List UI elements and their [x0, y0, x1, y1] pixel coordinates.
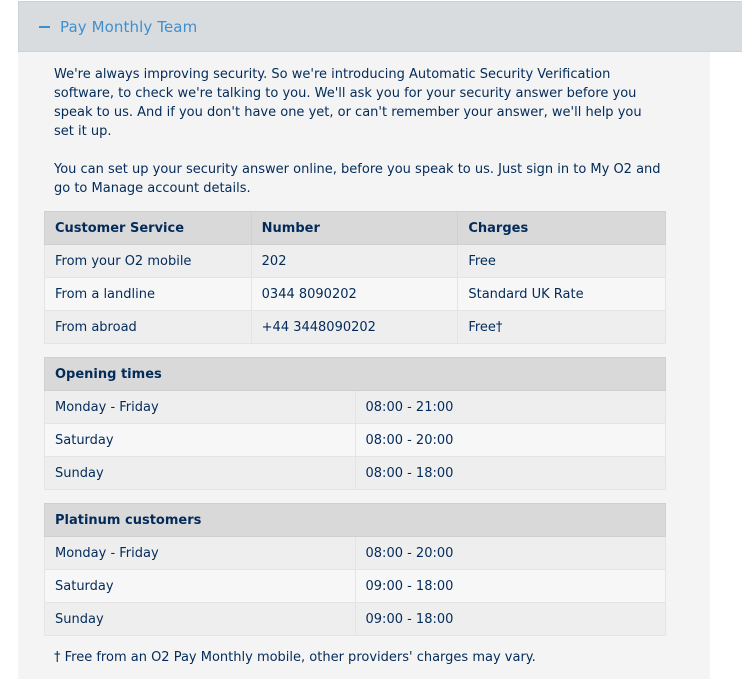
- table-header-row: [45, 358, 666, 391]
- cell-day: Monday - Friday: [45, 391, 356, 424]
- charges-footnote: † Free from an O2 Pay Monthly mobile, other providers' charges may vary.: [54, 650, 536, 665]
- cell-hours: 08:00 - 20:00: [355, 537, 665, 570]
- cell-charge: Free†: [458, 311, 666, 344]
- cell-day: Saturday: [45, 424, 356, 457]
- cell-day: Sunday: [45, 457, 356, 490]
- platinum-customers-table: [44, 503, 666, 636]
- cell-hours: 08:00 - 18:00: [355, 457, 665, 490]
- cell-source: From a landline: [45, 278, 252, 311]
- table-row: [45, 278, 666, 311]
- cell-charge: Free: [458, 245, 666, 278]
- cell-day: Monday - Friday: [45, 537, 356, 570]
- table-row: [45, 245, 666, 278]
- cell-hours: 09:00 - 18:00: [355, 570, 665, 603]
- accordion-header-pay-monthly-team[interactable]: [18, 1, 742, 52]
- security-intro-paragraph: We're always improving security. So we're introducing Automatic Security Verification software, to check we're talking to you. We'll ask you for your security answer before you speak to us. And if you don't have one yet, or can't remember your answer, we'll help you set it up.: [54, 67, 642, 139]
- cell-hours: 09:00 - 18:00: [355, 603, 665, 636]
- column-header-charges: Charges: [458, 212, 666, 245]
- cell-charge: Standard UK Rate: [458, 278, 666, 311]
- accordion-panel: [18, 1, 742, 679]
- cell-number: 0344 8090202: [251, 278, 458, 311]
- table-row: [45, 457, 666, 490]
- collapse-minus-icon[interactable]: [39, 26, 50, 28]
- cell-hours: 08:00 - 20:00: [355, 424, 665, 457]
- accordion-title[interactable]: Pay Monthly Team: [60, 17, 198, 36]
- cell-number: +44 3448090202: [251, 311, 458, 344]
- customer-service-table: [44, 211, 666, 344]
- cell-hours: 08:00 - 21:00: [355, 391, 665, 424]
- cell-source: From your O2 mobile: [45, 245, 252, 278]
- table-header-row: [45, 212, 666, 245]
- table-row: [45, 603, 666, 636]
- table-row: [45, 391, 666, 424]
- cell-day: Saturday: [45, 570, 356, 603]
- cell-day: Sunday: [45, 603, 356, 636]
- table-row: [45, 570, 666, 603]
- column-header-number: Number: [251, 212, 458, 245]
- column-header-customer-service: Customer Service: [45, 212, 252, 245]
- table-row: [45, 424, 666, 457]
- security-setup-paragraph: You can set up your security answer online, before you speak to us. Just sign in to My O2 and go to Manage account details.: [54, 162, 661, 196]
- opening-times-header: Opening times: [45, 358, 666, 391]
- table-row: [45, 311, 666, 344]
- platinum-customers-header: Platinum customers: [45, 504, 666, 537]
- table-row: [45, 537, 666, 570]
- accordion-body: [18, 52, 710, 679]
- cell-source: From abroad: [45, 311, 252, 344]
- cell-number: 202: [251, 245, 458, 278]
- opening-times-table: [44, 357, 666, 490]
- table-header-row: [45, 504, 666, 537]
